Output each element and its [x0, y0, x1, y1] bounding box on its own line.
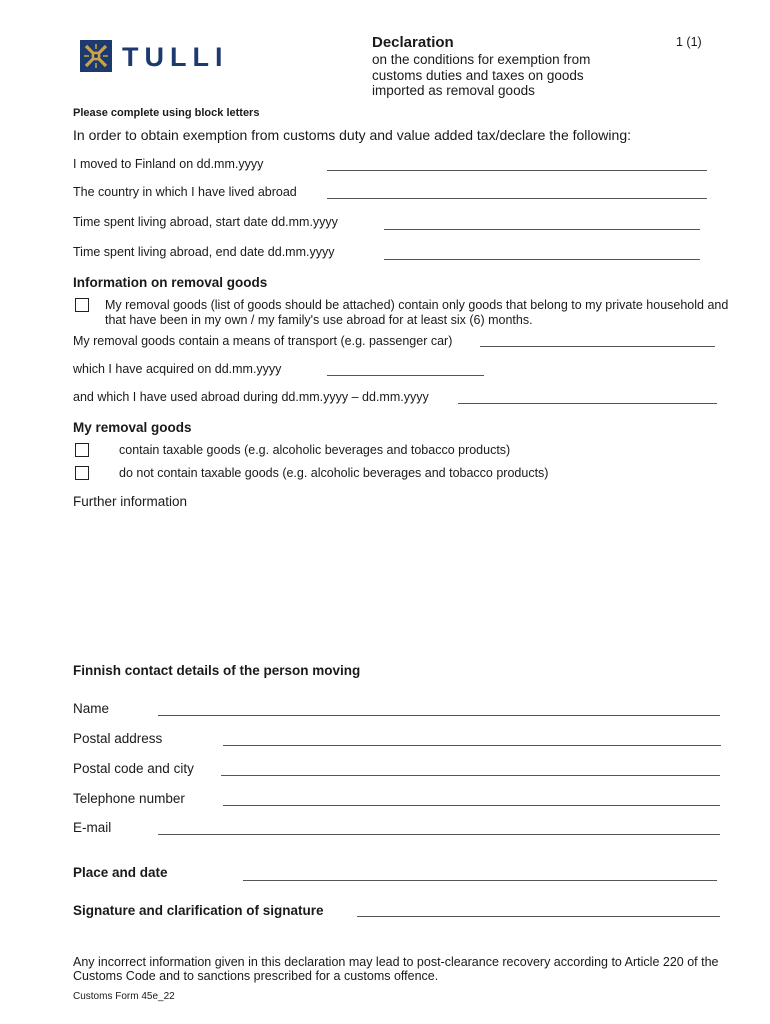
declaration-subtitle: on the conditions for exemption from customs duties and taxes on goods imported as removal goods: [372, 52, 591, 98]
brand-name: TULLI: [122, 42, 229, 72]
used-abroad-field[interactable]: [458, 403, 717, 404]
moved-date-field[interactable]: [327, 170, 707, 171]
name-label: Name: [73, 701, 110, 716]
tulli-logo: [80, 40, 229, 72]
private-household-text: My removal goods (list of goods should be attached) contain only goods that belong to my private household and that have been in my own / my family's use abroad for at least six (6) months.: [105, 298, 729, 327]
non-taxable-option-label: do not contain taxable goods (e.g. alcoholic beverages and tobacco products): [119, 466, 549, 480]
moved-date-label: I moved to Finland on dd.mm.yyyy: [73, 157, 264, 171]
used-abroad-label: and which I have used abroad during dd.mm.yyyy – dd.mm.yyyy: [73, 390, 429, 404]
removal-info-heading: Information on removal goods: [73, 275, 268, 290]
further-info-area[interactable]: [73, 515, 723, 655]
postal-code-city-label: Postal code and city: [73, 761, 194, 776]
place-date-label: Place and date: [73, 865, 168, 880]
form-number: Customs Form 45e_22: [73, 991, 175, 1002]
tulli-emblem-icon: [80, 40, 112, 72]
country-abroad-field[interactable]: [327, 198, 707, 199]
page-number: 1 (1): [676, 35, 702, 49]
abroad-end-field[interactable]: [384, 259, 700, 260]
postal-code-city-field[interactable]: [221, 775, 720, 776]
intro-text: In order to obtain exemption from customs duty and value added tax/declare the following:: [73, 127, 631, 143]
taxable-checkbox[interactable]: [75, 443, 89, 457]
signature-label: Signature and clarification of signature: [73, 903, 324, 918]
taxable-option-label: contain taxable goods (e.g. alcoholic beverages and tobacco products): [119, 443, 511, 457]
place-date-field[interactable]: [243, 880, 717, 881]
country-abroad-label: The country in which I have lived abroad: [73, 185, 297, 199]
contact-heading: Finnish contact details of the person moving: [73, 663, 361, 678]
email-field[interactable]: [158, 834, 720, 835]
signature-field[interactable]: [357, 916, 720, 917]
telephone-field[interactable]: [223, 805, 720, 806]
email-label: E-mail: [73, 820, 112, 835]
postal-address-field[interactable]: [223, 745, 721, 746]
legal-note: Any incorrect information given in this declaration may lead to post-clearance recovery according to Article 220 of the Customs Code and to sanctions prescribed for a customs offence.: [73, 955, 719, 983]
acquired-date-field[interactable]: [327, 375, 484, 376]
name-field[interactable]: [158, 715, 720, 716]
acquired-label: which I have acquired on dd.mm.yyyy: [73, 362, 282, 376]
declaration-title: Declaration: [372, 34, 454, 51]
abroad-start-field[interactable]: [384, 229, 700, 230]
transport-label: My removal goods contain a means of transport (e.g. passenger car): [73, 334, 453, 348]
abroad-end-label: Time spent living abroad, end date dd.mm.yyyy: [73, 245, 335, 259]
further-info-label: Further information: [73, 494, 188, 509]
postal-address-label: Postal address: [73, 731, 163, 746]
private-household-checkbox[interactable]: [75, 298, 89, 312]
telephone-label: Telephone number: [73, 791, 185, 806]
instructions: Please complete using block letters: [73, 107, 260, 119]
transport-field[interactable]: [480, 346, 715, 347]
my-goods-heading: My removal goods: [73, 420, 192, 435]
abroad-start-label: Time spent living abroad, start date dd.mm.yyyy: [73, 215, 338, 229]
non-taxable-checkbox[interactable]: [75, 466, 89, 480]
